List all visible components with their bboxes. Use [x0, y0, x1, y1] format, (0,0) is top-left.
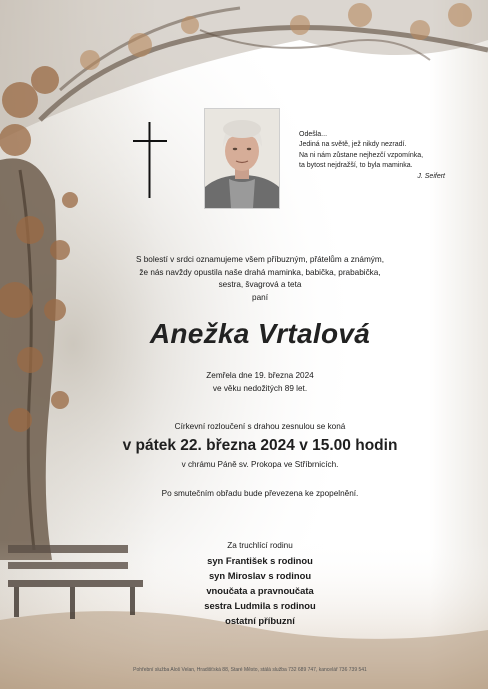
- cross-icon: [133, 122, 167, 198]
- age-line: ve věku nedožitých 89 let.: [212, 383, 308, 393]
- mourners-intro: Za truchlící rodinu: [227, 541, 293, 550]
- portrait-photo: [204, 108, 280, 209]
- deceased-name: Anežka Vrtalová: [149, 318, 371, 349]
- ceremony-place: v chrámu Páně sv. Prokopa ve Stříbrnicích.: [181, 460, 339, 469]
- quote-line: Na ni nám zůstane nejhezčí vzpomínka,: [299, 151, 424, 159]
- mourner-name: vnoučata a pravnoučata: [206, 584, 314, 596]
- announcement-text: [60, 254, 460, 304]
- mourner-name: ostatní příbuzní: [225, 614, 295, 626]
- death-date-line: Zemřela dne 19. března 2024: [206, 371, 314, 380]
- memorial-quote: [299, 130, 449, 182]
- ceremony-datetime: v pátek 22. března 2024 v 15.00 hodin: [122, 437, 398, 454]
- announcement-line: že nás navždy opustila naše drahá maminka, babička, prababička,: [139, 267, 381, 277]
- mourner-name: syn Miroslav s rodinou: [208, 569, 312, 581]
- funeral-service-footer: Pohřební služba Aloš Velan, Hradišťská 88, Staré Město, stálá služba 732 689 747, kancelář 736 739 541: [133, 667, 367, 673]
- quote-line: Odešla...: [299, 131, 328, 138]
- cremation-note: Po smutečním obřadu bude převezena ke zpopelnění.: [161, 489, 359, 498]
- announcement-line: paní: [252, 292, 268, 302]
- ceremony-intro: Církevní rozloučení s drahou zesnulou se koná: [174, 422, 346, 431]
- quote-line: Jediná na světě, jež nikdy nezradí.: [299, 141, 407, 149]
- announcement-line: sestra, švagrová a teta: [218, 280, 302, 290]
- mourner-name: syn František s rodinou: [207, 554, 313, 566]
- death-date-text: [60, 370, 460, 395]
- quote-line: ta bytost nejdražší, to byla maminka.: [299, 162, 413, 170]
- announcement-line: S bolestí v srdci oznamujeme všem příbuzným, přátelům a známým,: [136, 255, 384, 264]
- mourners-list: [60, 540, 460, 628]
- quote-author: J. Seifert: [417, 172, 445, 180]
- mourner-name: sestra Ludmila s rodinou: [204, 599, 316, 611]
